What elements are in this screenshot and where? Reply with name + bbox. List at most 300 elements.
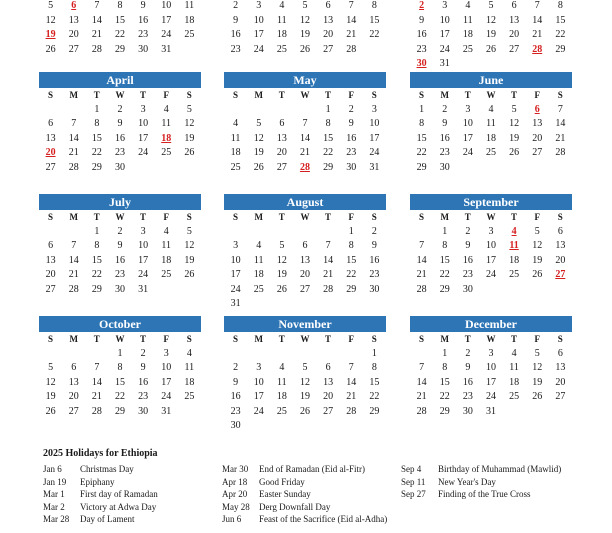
day-cell[interactable]: 28: [323, 283, 334, 295]
day-cell[interactable]: 2: [233, 0, 239, 11]
day-cell[interactable]: 14: [68, 132, 79, 144]
day-cell[interactable]: 9: [465, 362, 471, 373]
day-cell[interactable]: 26: [299, 43, 310, 55]
day-cell[interactable]: 17: [462, 132, 473, 144]
holiday-day-cell[interactable]: 27: [555, 269, 566, 280]
day-cell[interactable]: 17: [138, 132, 149, 144]
day-cell[interactable]: 15: [114, 14, 125, 26]
day-cell[interactable]: 31: [485, 405, 496, 417]
day-cell[interactable]: 25: [509, 269, 520, 280]
day-cell[interactable]: 23: [230, 405, 241, 417]
day-cell[interactable]: 3: [488, 225, 494, 237]
day-cell[interactable]: 3: [465, 103, 471, 115]
day-cell[interactable]: 21: [532, 29, 543, 40]
day-cell[interactable]: 8: [348, 240, 354, 251]
day-cell[interactable]: 29: [346, 283, 357, 295]
day-cell[interactable]: 17: [161, 376, 172, 388]
day-cell[interactable]: 13: [68, 14, 79, 26]
day-cell[interactable]: 27: [555, 391, 566, 402]
day-cell[interactable]: 10: [230, 254, 241, 266]
day-cell[interactable]: 7: [325, 240, 331, 251]
day-cell[interactable]: 5: [511, 103, 517, 115]
day-cell[interactable]: 23: [462, 269, 473, 280]
day-cell[interactable]: 20: [323, 29, 334, 40]
day-cell[interactable]: 27: [532, 147, 543, 158]
day-cell[interactable]: 22: [439, 391, 450, 402]
day-cell[interactable]: 9: [419, 14, 425, 26]
day-cell[interactable]: 20: [68, 391, 79, 402]
day-cell[interactable]: 20: [323, 391, 334, 402]
day-cell[interactable]: 26: [485, 43, 496, 55]
day-cell[interactable]: 28: [416, 283, 427, 295]
holiday-day-cell[interactable]: 18: [161, 132, 172, 144]
day-cell[interactable]: 4: [465, 0, 471, 11]
day-cell[interactable]: 26: [253, 161, 264, 173]
day-cell[interactable]: 29: [114, 405, 125, 417]
day-cell[interactable]: 7: [419, 362, 425, 373]
day-cell[interactable]: 26: [276, 283, 287, 295]
day-cell[interactable]: 25: [253, 283, 264, 295]
day-cell[interactable]: 5: [534, 347, 540, 359]
day-cell[interactable]: 9: [348, 118, 354, 129]
day-cell[interactable]: 12: [253, 132, 264, 144]
day-cell[interactable]: 11: [161, 240, 171, 251]
day-cell[interactable]: 19: [299, 391, 310, 402]
day-cell[interactable]: 15: [369, 14, 380, 26]
day-cell[interactable]: 19: [485, 29, 496, 40]
day-cell[interactable]: 7: [71, 240, 77, 251]
day-cell[interactable]: 24: [161, 391, 172, 402]
day-cell[interactable]: 25: [276, 405, 287, 417]
day-cell[interactable]: 6: [557, 347, 563, 359]
day-cell[interactable]: 23: [138, 391, 149, 402]
day-cell[interactable]: 24: [485, 269, 496, 280]
day-cell[interactable]: 28: [416, 405, 427, 417]
day-cell[interactable]: 27: [509, 43, 520, 55]
day-cell[interactable]: 11: [230, 132, 241, 144]
day-cell[interactable]: 19: [184, 254, 195, 266]
day-cell[interactable]: 21: [323, 269, 334, 280]
day-cell[interactable]: 18: [184, 14, 195, 26]
day-cell[interactable]: 26: [184, 147, 195, 158]
day-cell[interactable]: 12: [299, 376, 310, 388]
day-cell[interactable]: 31: [161, 405, 172, 417]
day-cell[interactable]: 8: [94, 118, 100, 129]
day-cell[interactable]: 13: [68, 376, 79, 388]
day-cell[interactable]: 17: [485, 254, 496, 266]
holiday-day-cell[interactable]: 6: [71, 0, 77, 11]
holiday-day-cell[interactable]: 6: [534, 103, 540, 115]
day-cell[interactable]: 9: [117, 240, 123, 251]
day-cell[interactable]: 30: [114, 283, 125, 295]
day-cell[interactable]: 13: [555, 240, 566, 251]
day-cell[interactable]: 16: [114, 132, 125, 144]
day-cell[interactable]: 13: [532, 118, 543, 129]
day-cell[interactable]: 19: [184, 132, 195, 144]
day-cell[interactable]: 4: [279, 362, 285, 373]
day-cell[interactable]: 5: [302, 362, 308, 373]
day-cell[interactable]: 6: [48, 118, 54, 129]
day-cell[interactable]: 16: [230, 29, 241, 40]
day-cell[interactable]: 2: [117, 225, 123, 237]
day-cell[interactable]: 20: [555, 376, 566, 388]
day-cell[interactable]: 4: [256, 240, 262, 251]
day-cell[interactable]: 4: [279, 0, 285, 11]
day-cell[interactable]: 28: [91, 43, 102, 55]
day-cell[interactable]: 24: [230, 283, 241, 295]
day-cell[interactable]: 5: [279, 240, 285, 251]
day-cell[interactable]: 6: [511, 0, 517, 11]
day-cell[interactable]: 3: [140, 103, 146, 115]
day-cell[interactable]: 15: [91, 254, 102, 266]
day-cell[interactable]: 7: [94, 362, 100, 373]
day-cell[interactable]: 12: [532, 240, 543, 251]
day-cell[interactable]: 3: [163, 347, 169, 359]
day-cell[interactable]: 22: [91, 269, 102, 280]
day-cell[interactable]: 4: [511, 347, 517, 359]
day-cell[interactable]: 11: [253, 254, 264, 266]
day-cell[interactable]: 8: [442, 240, 448, 251]
day-cell[interactable]: 18: [462, 29, 473, 40]
day-cell[interactable]: 9: [140, 362, 146, 373]
day-cell[interactable]: 18: [276, 29, 287, 40]
day-cell[interactable]: 19: [299, 29, 310, 40]
day-cell[interactable]: 18: [509, 254, 520, 266]
day-cell[interactable]: 31: [369, 161, 380, 173]
day-cell[interactable]: 22: [369, 391, 380, 402]
day-cell[interactable]: 11: [276, 14, 287, 26]
day-cell[interactable]: 25: [161, 269, 172, 280]
day-cell[interactable]: 17: [369, 132, 380, 144]
day-cell[interactable]: 23: [416, 43, 427, 55]
day-cell[interactable]: 22: [323, 147, 334, 158]
day-cell[interactable]: 6: [71, 362, 77, 373]
day-cell[interactable]: 2: [371, 225, 377, 237]
day-cell[interactable]: 12: [276, 254, 287, 266]
day-cell[interactable]: 30: [346, 161, 357, 173]
day-cell[interactable]: 13: [276, 132, 287, 144]
day-cell[interactable]: 10: [161, 0, 172, 11]
holiday-day-cell[interactable]: 11: [509, 240, 519, 251]
day-cell[interactable]: 12: [532, 362, 543, 373]
day-cell[interactable]: 13: [555, 362, 566, 373]
day-cell[interactable]: 8: [325, 118, 331, 129]
day-cell[interactable]: 3: [140, 225, 146, 237]
day-cell[interactable]: 1: [442, 225, 448, 237]
day-cell[interactable]: 13: [299, 254, 310, 266]
day-cell[interactable]: 29: [439, 283, 450, 295]
day-cell[interactable]: 15: [91, 132, 102, 144]
day-cell[interactable]: 21: [68, 147, 79, 158]
day-cell[interactable]: 6: [557, 225, 563, 237]
day-cell[interactable]: 23: [138, 29, 149, 40]
day-cell[interactable]: 20: [45, 269, 56, 280]
holiday-day-cell[interactable]: 19: [45, 29, 56, 40]
day-cell[interactable]: 14: [346, 14, 357, 26]
day-cell[interactable]: 10: [485, 362, 496, 373]
day-cell[interactable]: 24: [138, 147, 149, 158]
day-cell[interactable]: 6: [279, 118, 285, 129]
day-cell[interactable]: 12: [45, 14, 56, 26]
day-cell[interactable]: 5: [186, 225, 192, 237]
day-cell[interactable]: 19: [45, 391, 56, 402]
day-cell[interactable]: 31: [138, 283, 149, 295]
day-cell[interactable]: 22: [439, 269, 450, 280]
day-cell[interactable]: 3: [488, 347, 494, 359]
day-cell[interactable]: 26: [532, 269, 543, 280]
day-cell[interactable]: 2: [348, 103, 354, 115]
day-cell[interactable]: 2: [233, 362, 239, 373]
day-cell[interactable]: 16: [114, 254, 125, 266]
day-cell[interactable]: 18: [230, 147, 241, 158]
day-cell[interactable]: 15: [439, 376, 450, 388]
day-cell[interactable]: 27: [323, 43, 334, 55]
day-cell[interactable]: 21: [91, 391, 102, 402]
day-cell[interactable]: 13: [323, 376, 334, 388]
day-cell[interactable]: 10: [485, 240, 496, 251]
day-cell[interactable]: 13: [45, 254, 56, 266]
day-cell[interactable]: 20: [68, 29, 79, 40]
day-cell[interactable]: 30: [230, 420, 241, 431]
day-cell[interactable]: 12: [299, 14, 310, 26]
day-cell[interactable]: 1: [325, 103, 331, 115]
day-cell[interactable]: 1: [442, 347, 448, 359]
day-cell[interactable]: 5: [256, 118, 262, 129]
day-cell[interactable]: 27: [299, 283, 310, 295]
day-cell[interactable]: 17: [485, 376, 496, 388]
day-cell[interactable]: 24: [138, 269, 149, 280]
holiday-day-cell[interactable]: 2: [419, 0, 425, 11]
day-cell[interactable]: 26: [184, 269, 195, 280]
day-cell[interactable]: 15: [555, 14, 566, 26]
day-cell[interactable]: 25: [184, 391, 195, 402]
day-cell[interactable]: 20: [509, 29, 520, 40]
day-cell[interactable]: 30: [462, 405, 473, 417]
day-cell[interactable]: 17: [230, 269, 241, 280]
day-cell[interactable]: 6: [325, 0, 331, 11]
day-cell[interactable]: 17: [138, 254, 149, 266]
day-cell[interactable]: 20: [555, 254, 566, 266]
holiday-day-cell[interactable]: 20: [45, 147, 56, 158]
day-cell[interactable]: 2: [465, 225, 471, 237]
day-cell[interactable]: 11: [509, 362, 519, 373]
day-cell[interactable]: 5: [48, 0, 54, 11]
day-cell[interactable]: 24: [485, 391, 496, 402]
day-cell[interactable]: 22: [91, 147, 102, 158]
day-cell[interactable]: 9: [371, 240, 377, 251]
day-cell[interactable]: 19: [253, 147, 264, 158]
day-cell[interactable]: 30: [462, 283, 473, 295]
day-cell[interactable]: 18: [276, 391, 287, 402]
day-cell[interactable]: 31: [439, 58, 450, 69]
day-cell[interactable]: 3: [256, 362, 262, 373]
day-cell[interactable]: 17: [439, 29, 450, 40]
day-cell[interactable]: 30: [114, 161, 125, 173]
day-cell[interactable]: 24: [161, 29, 172, 40]
day-cell[interactable]: 25: [230, 161, 241, 173]
day-cell[interactable]: 7: [71, 118, 77, 129]
day-cell[interactable]: 14: [416, 254, 427, 266]
day-cell[interactable]: 24: [253, 43, 264, 55]
day-cell[interactable]: 22: [555, 29, 566, 40]
day-cell[interactable]: 6: [48, 240, 54, 251]
day-cell[interactable]: 16: [230, 391, 241, 402]
day-cell[interactable]: 27: [45, 161, 56, 173]
day-cell[interactable]: 8: [371, 362, 377, 373]
day-cell[interactable]: 22: [416, 147, 427, 158]
day-cell[interactable]: 9: [117, 118, 123, 129]
day-cell[interactable]: 19: [276, 269, 287, 280]
day-cell[interactable]: 5: [534, 225, 540, 237]
day-cell[interactable]: 7: [302, 118, 308, 129]
day-cell[interactable]: 19: [509, 132, 520, 144]
day-cell[interactable]: 16: [138, 376, 149, 388]
day-cell[interactable]: 27: [68, 43, 79, 55]
day-cell[interactable]: 17: [253, 29, 264, 40]
day-cell[interactable]: 25: [184, 29, 195, 40]
day-cell[interactable]: 27: [323, 405, 334, 417]
holiday-day-cell[interactable]: 28: [299, 161, 310, 173]
day-cell[interactable]: 29: [439, 405, 450, 417]
day-cell[interactable]: 3: [256, 0, 262, 11]
day-cell[interactable]: 5: [48, 362, 54, 373]
day-cell[interactable]: 23: [369, 269, 380, 280]
day-cell[interactable]: 12: [509, 118, 520, 129]
day-cell[interactable]: 27: [68, 405, 79, 417]
day-cell[interactable]: 22: [114, 29, 125, 40]
day-cell[interactable]: 14: [91, 376, 102, 388]
day-cell[interactable]: 1: [371, 347, 377, 359]
day-cell[interactable]: 2: [465, 347, 471, 359]
day-cell[interactable]: 8: [117, 0, 123, 11]
day-cell[interactable]: 8: [419, 118, 425, 129]
day-cell[interactable]: 10: [138, 240, 149, 251]
day-cell[interactable]: 30: [138, 405, 149, 417]
day-cell[interactable]: 10: [161, 362, 172, 373]
day-cell[interactable]: 9: [442, 118, 448, 129]
day-cell[interactable]: 2: [442, 103, 448, 115]
day-cell[interactable]: 26: [299, 405, 310, 417]
day-cell[interactable]: 8: [371, 0, 377, 11]
day-cell[interactable]: 12: [485, 14, 496, 26]
day-cell[interactable]: 21: [555, 132, 566, 144]
day-cell[interactable]: 30: [439, 161, 450, 173]
day-cell[interactable]: 20: [299, 269, 310, 280]
day-cell[interactable]: 16: [439, 132, 450, 144]
day-cell[interactable]: 5: [488, 0, 494, 11]
day-cell[interactable]: 23: [462, 391, 473, 402]
day-cell[interactable]: 4: [488, 103, 494, 115]
day-cell[interactable]: 21: [416, 269, 427, 280]
day-cell[interactable]: 16: [138, 14, 149, 26]
day-cell[interactable]: 7: [419, 240, 425, 251]
day-cell[interactable]: 11: [486, 118, 496, 129]
day-cell[interactable]: 14: [323, 254, 334, 266]
day-cell[interactable]: 29: [369, 405, 380, 417]
day-cell[interactable]: 23: [114, 269, 125, 280]
day-cell[interactable]: 9: [465, 240, 471, 251]
day-cell[interactable]: 18: [161, 254, 172, 266]
day-cell[interactable]: 29: [114, 43, 125, 55]
day-cell[interactable]: 4: [163, 103, 169, 115]
day-cell[interactable]: 10: [439, 14, 450, 26]
holiday-day-cell[interactable]: 30: [416, 58, 427, 69]
day-cell[interactable]: 10: [462, 118, 473, 129]
day-cell[interactable]: 21: [346, 29, 357, 40]
day-cell[interactable]: 29: [91, 283, 102, 295]
day-cell[interactable]: 10: [369, 118, 380, 129]
day-cell[interactable]: 8: [442, 362, 448, 373]
day-cell[interactable]: 23: [439, 147, 450, 158]
day-cell[interactable]: 3: [233, 240, 239, 251]
day-cell[interactable]: 16: [416, 29, 427, 40]
day-cell[interactable]: 14: [346, 376, 357, 388]
day-cell[interactable]: 22: [369, 29, 380, 40]
day-cell[interactable]: 28: [346, 405, 357, 417]
day-cell[interactable]: 23: [230, 43, 241, 55]
day-cell[interactable]: 29: [323, 161, 334, 173]
day-cell[interactable]: 22: [114, 391, 125, 402]
day-cell[interactable]: 6: [325, 362, 331, 373]
day-cell[interactable]: 15: [416, 132, 427, 144]
day-cell[interactable]: 4: [163, 225, 169, 237]
day-cell[interactable]: 5: [186, 103, 192, 115]
day-cell[interactable]: 3: [442, 0, 448, 11]
day-cell[interactable]: 9: [233, 14, 239, 26]
day-cell[interactable]: 20: [276, 147, 287, 158]
day-cell[interactable]: 5: [302, 0, 308, 11]
day-cell[interactable]: 28: [68, 161, 79, 173]
day-cell[interactable]: 25: [462, 43, 473, 55]
day-cell[interactable]: 7: [534, 0, 540, 11]
day-cell[interactable]: 19: [532, 254, 543, 266]
day-cell[interactable]: 29: [555, 43, 566, 55]
day-cell[interactable]: 14: [299, 132, 310, 144]
day-cell[interactable]: 31: [230, 298, 241, 309]
day-cell[interactable]: 14: [555, 118, 566, 129]
day-cell[interactable]: 17: [253, 391, 264, 402]
day-cell[interactable]: 30: [138, 43, 149, 55]
day-cell[interactable]: 23: [346, 147, 357, 158]
day-cell[interactable]: 1: [348, 225, 354, 237]
day-cell[interactable]: 11: [184, 0, 195, 11]
day-cell[interactable]: 24: [253, 405, 264, 417]
day-cell[interactable]: 31: [161, 43, 172, 55]
day-cell[interactable]: 18: [509, 376, 520, 388]
day-cell[interactable]: 17: [161, 14, 172, 26]
day-cell[interactable]: 14: [68, 254, 79, 266]
day-cell[interactable]: 13: [45, 132, 56, 144]
day-cell[interactable]: 16: [346, 132, 357, 144]
holiday-day-cell[interactable]: 28: [532, 43, 543, 55]
day-cell[interactable]: 9: [233, 376, 239, 388]
day-cell[interactable]: 7: [94, 0, 100, 11]
day-cell[interactable]: 14: [416, 376, 427, 388]
day-cell[interactable]: 15: [114, 376, 125, 388]
day-cell[interactable]: 2: [140, 347, 146, 359]
day-cell[interactable]: 24: [462, 147, 473, 158]
holiday-day-cell[interactable]: 4: [511, 225, 517, 237]
day-cell[interactable]: 20: [532, 132, 543, 144]
day-cell[interactable]: 7: [557, 103, 563, 115]
day-cell[interactable]: 3: [371, 103, 377, 115]
day-cell[interactable]: 27: [276, 161, 287, 173]
day-cell[interactable]: 21: [91, 29, 102, 40]
day-cell[interactable]: 10: [253, 376, 264, 388]
day-cell[interactable]: 1: [94, 225, 100, 237]
day-cell[interactable]: 22: [346, 269, 357, 280]
day-cell[interactable]: 15: [323, 132, 334, 144]
